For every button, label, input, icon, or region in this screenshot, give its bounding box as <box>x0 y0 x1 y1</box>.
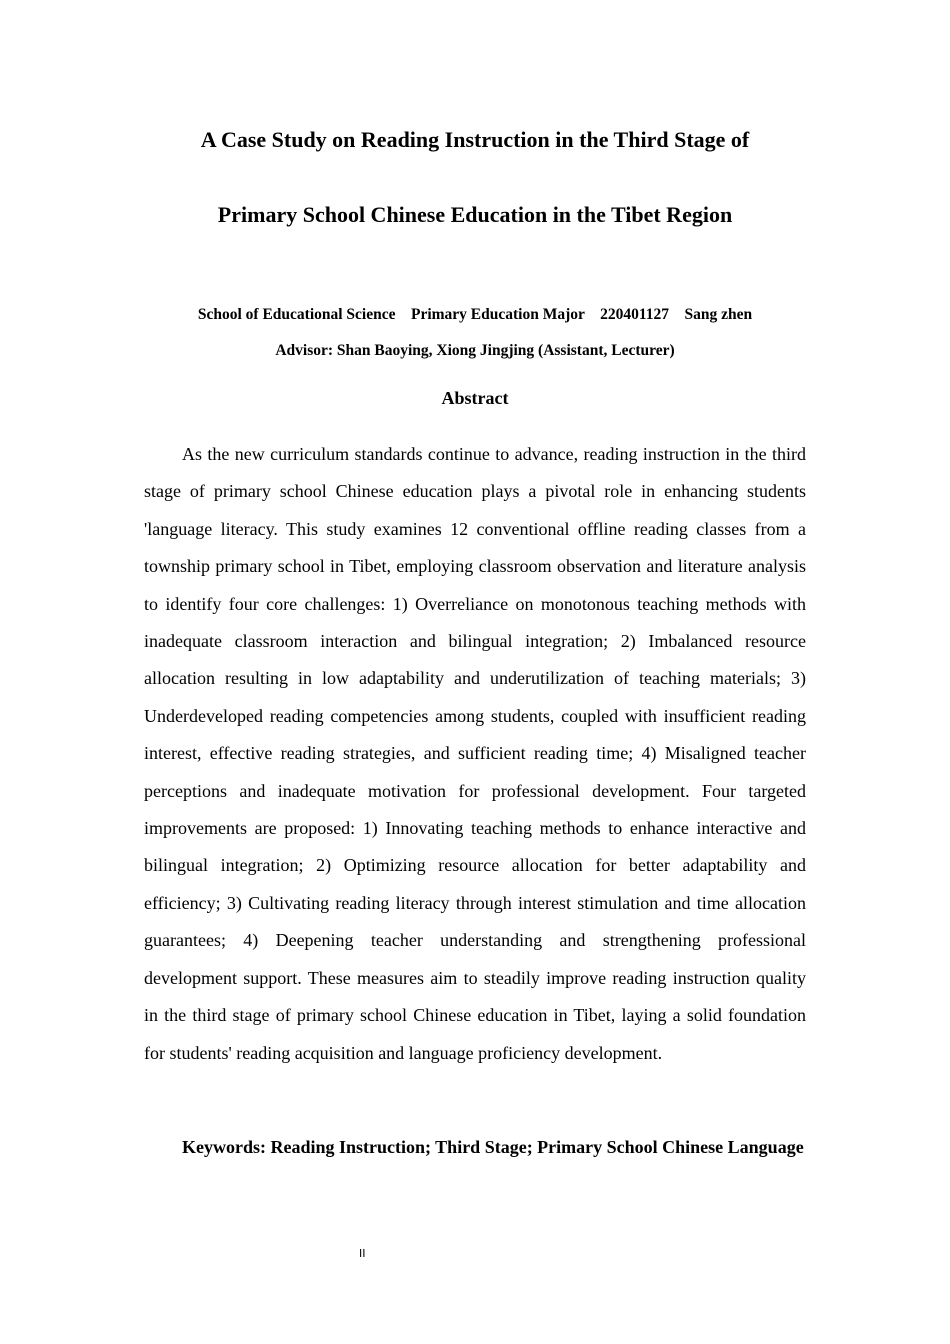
author-info: School of Educational Science Primary Education Major 220401127 Sang zhen <box>197 306 753 323</box>
paper-title-line-1: A Case Study on Reading Instruction in the Third Stage of <box>200 127 750 152</box>
keywords: Keywords: Reading Instruction; Third Stage; Primary School Chinese Language <box>182 1137 804 1157</box>
abstract-heading: Abstract <box>441 388 509 408</box>
page-number: II <box>359 1247 366 1260</box>
abstract-body: As the new curriculum standards continue to advance, reading instruction in the third stage of primary school Chinese education plays a pivotal role in enhancing students 'language literacy. This study examines 12 conventional offline reading classes from a township primary school in Tibet, employing classroom observation and literature analysis to identify four core challenges: 1) Overreliance on monotonous teaching methods with inadequate classroom interaction and bilingual integration; 2) Imbalanced resource allocation resulting in low adaptability and underutilization of teaching materials; 3) Underdeveloped reading competencies among students, coupled with insufficient reading interest, effective reading strategies, and sufficient reading time; 4) Misaligned teacher perceptions and inadequate motivation for professional development. Four targeted improvements are proposed: 1) Innovating teaching methods to enhance interactive and bilingual integration; 2) Optimizing resource allocation for better adaptability and efficiency; 3) Cultivating reading literacy through interest stimulation and time allocation guarantees; 4) Deepening teacher understanding and strengthening professional development support. These measures aim to steadily improve reading instruction quality in the third stage of primary school Chinese education in Tibet, laying a solid foundation for students' reading acquisition and language proficiency development. <box>144 444 806 1063</box>
paper-title-line-2: Primary School Chinese Education in the Tibet Region <box>217 202 733 227</box>
advisor-info: Advisor: Shan Baoying, Xiong Jingjing (Assistant, Lecturer) <box>275 342 675 359</box>
